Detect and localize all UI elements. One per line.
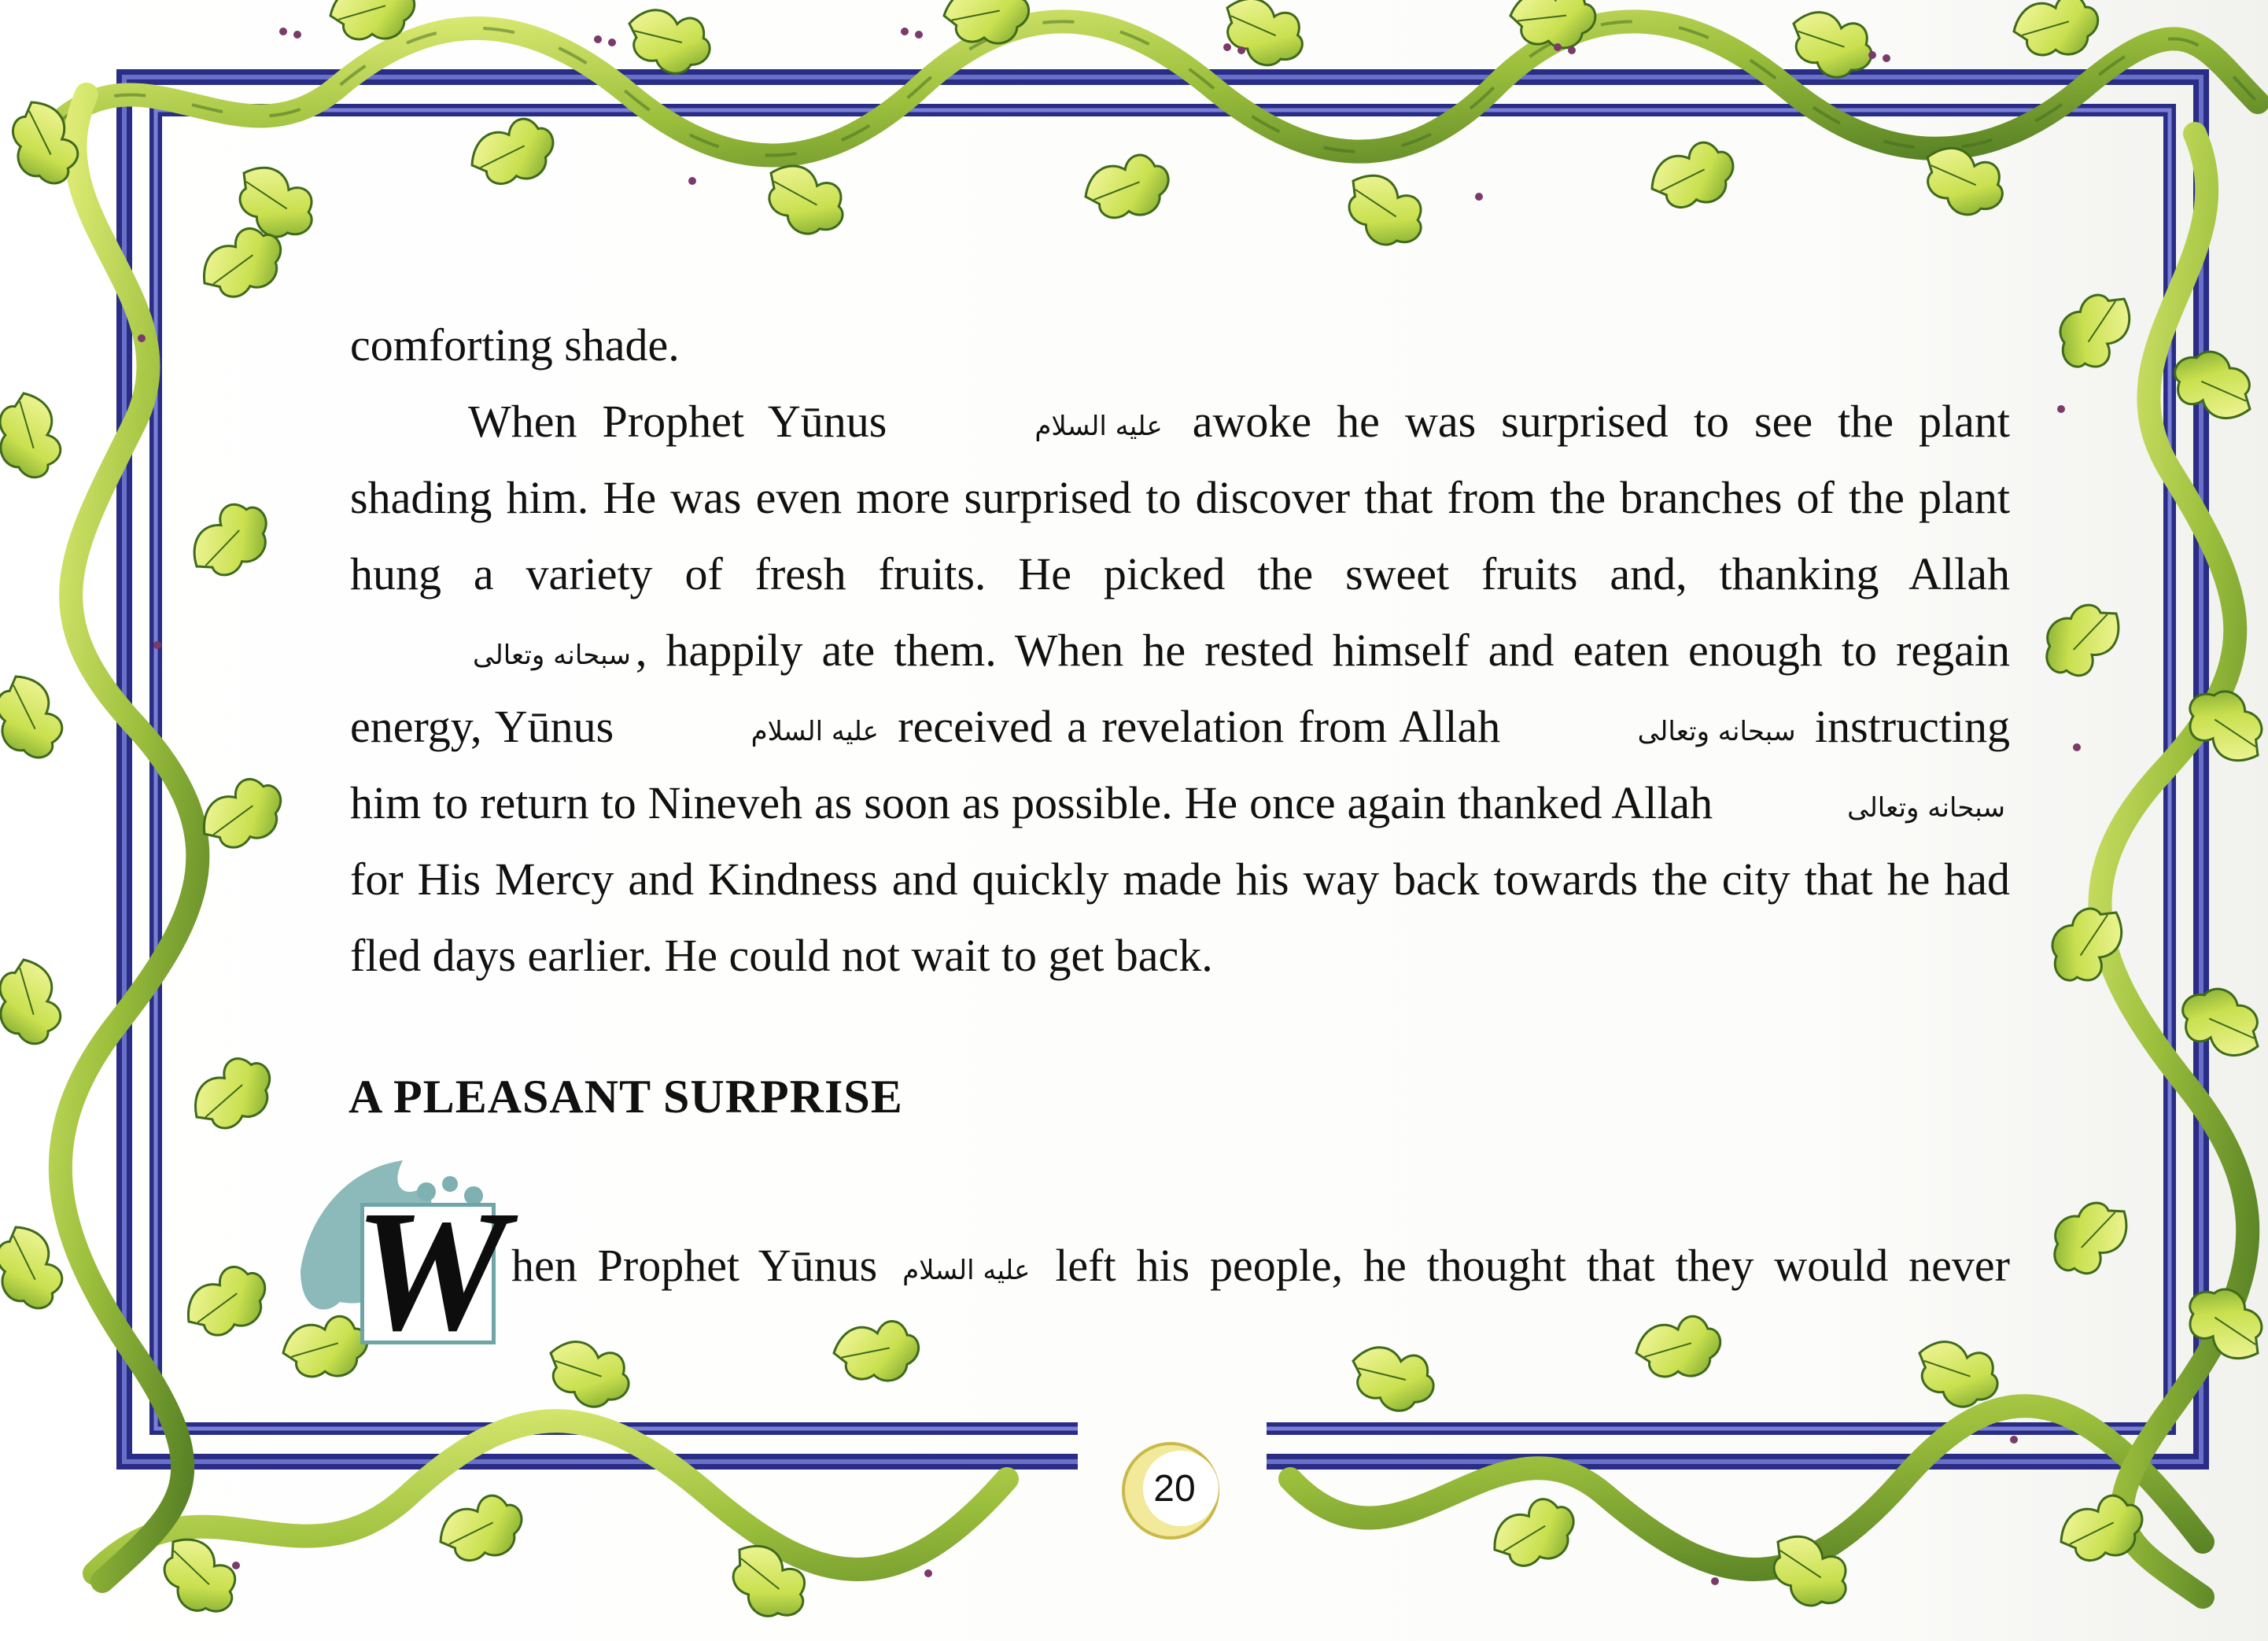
- honorific-peace-icon: عليه السلام: [750, 715, 879, 747]
- text-run: for His Mercy and Kindness and quickly made his way back towards the city that he had fled days earlier. He could not wait to get back.: [350, 854, 2010, 981]
- text-run: awoke he was surprised to see the plant shading him. He was even more surprised to discover that from the branches of the plant hung a variety of fresh fruits. He picked the sweet fruits and, thanking Allah: [350, 396, 2010, 599]
- drop-cap: [293, 1152, 513, 1365]
- honorific-glory-icon: سبحانه وتعالى: [1637, 715, 1796, 747]
- paragraph-3-first-line: [511, 1227, 2010, 1304]
- honorific-peace-icon: عليه السلام: [902, 1254, 1031, 1286]
- text-run: received a revelation from Allah: [898, 701, 1501, 752]
- drop-cap-letter: W: [354, 1175, 508, 1366]
- page-number: 20: [1153, 1468, 1196, 1510]
- paragraph-2: [350, 383, 2010, 994]
- text-run: When Prophet Yūnus: [468, 396, 887, 447]
- honorific-glory-icon: سبحانه وتعالى: [1847, 791, 2006, 824]
- paragraph-1: comforting shade.: [350, 319, 680, 371]
- body-text: [350, 307, 2010, 994]
- honorific-glory-icon: سبحانه وتعالى: [473, 639, 631, 671]
- text-run: instructing him to return to Nineveh as soon as possible. He once again thanked Allah: [350, 701, 2011, 828]
- honorific-peace-icon: عليه السلام: [1034, 410, 1163, 442]
- text-run: left his people, he thought that they would never: [1055, 1240, 2010, 1291]
- text-run: hen Prophet Yūnus: [511, 1240, 878, 1291]
- section-heading: A PLEASANT SURPRISE: [348, 1071, 903, 1123]
- text-run: , happily ate them. When he rested himself and eaten enough to regain energy, Yūnus: [350, 625, 2010, 752]
